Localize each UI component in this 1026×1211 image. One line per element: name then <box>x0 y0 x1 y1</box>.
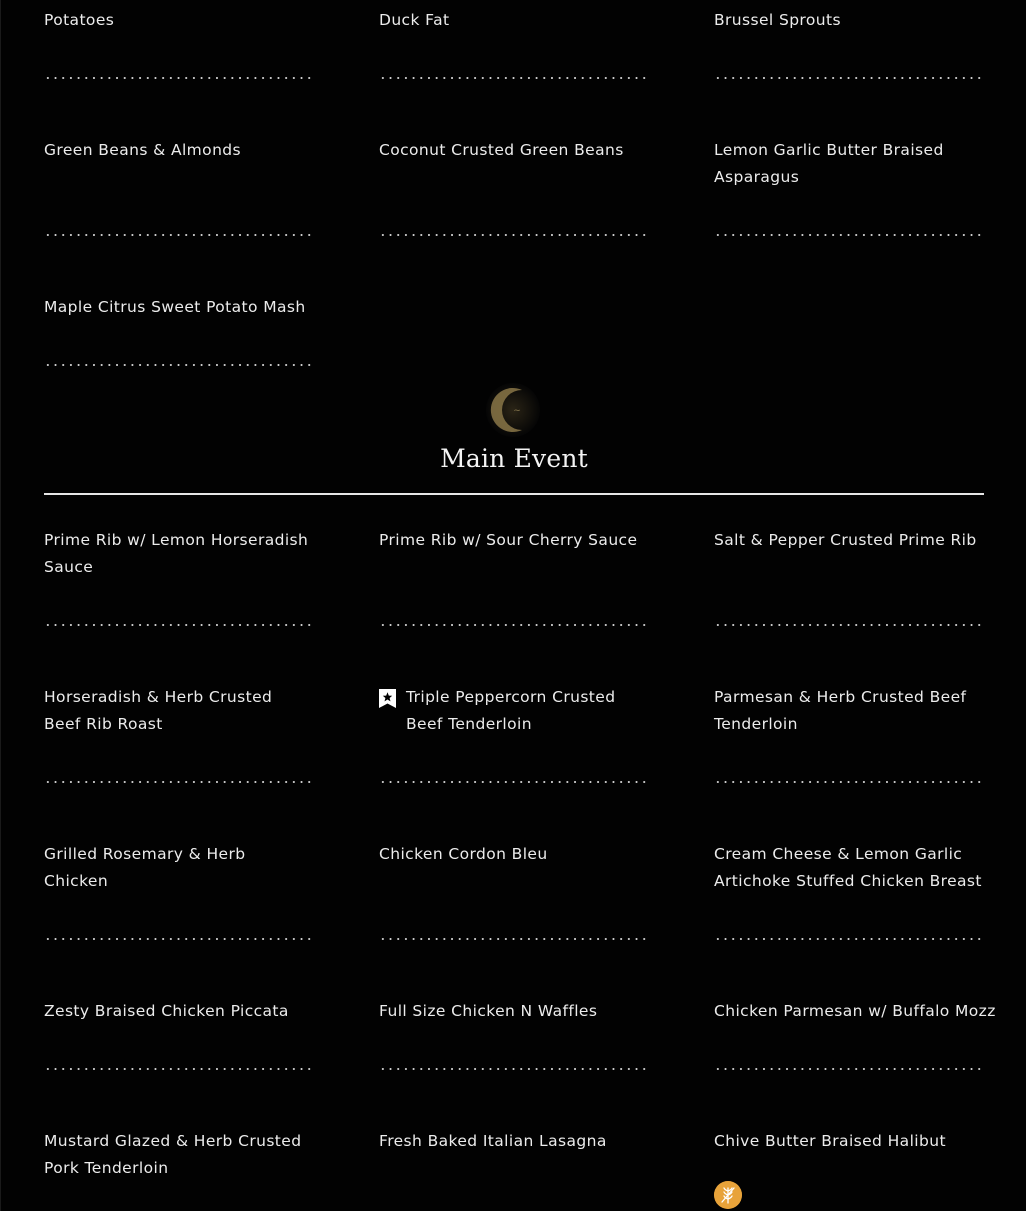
dotted-separator <box>714 938 984 940</box>
menu-item-name: Prime Rib w/ Sour Cherry Sauce <box>379 531 638 549</box>
dotted-separator <box>44 624 314 626</box>
menu-item-name: Parmesan & Herb Crusted Beef Tenderloin <box>714 688 967 733</box>
menu-item <box>379 841 649 868</box>
logo-icon <box>484 381 542 439</box>
menu-item <box>714 841 984 895</box>
menu-item-name: Maple Citrus Sweet Potato Mash <box>44 298 306 316</box>
dotted-separator <box>379 781 649 783</box>
menu-item <box>714 998 1004 1025</box>
menu-item-name: Salt & Pepper Crusted Prime Rib <box>714 531 977 549</box>
dotted-separator <box>44 364 314 366</box>
menu-item-name: Chive Butter Braised Halibut <box>714 1132 946 1150</box>
menu-item-name: Full Size Chicken N Waffles <box>379 1002 598 1020</box>
menu-item-name: Cream Cheese & Lemon Garlic Artichoke Stuffed Chicken Breast <box>714 845 982 890</box>
section-title: Main Event <box>440 444 588 473</box>
menu-item-name: Potatoes <box>44 11 115 29</box>
dotted-separator <box>714 781 984 783</box>
menu-item-name: Triple Peppercorn Crusted Beef Tenderloin <box>406 688 616 733</box>
dotted-separator <box>714 234 984 236</box>
menu-item-name: Fresh Baked Italian Lasagna <box>379 1132 607 1150</box>
dotted-separator <box>44 1068 314 1070</box>
menu-item-name: Horseradish & Herb Crusted Beef Rib Roast <box>44 688 273 733</box>
menu-item <box>379 527 649 554</box>
menu-item-name: Duck Fat <box>379 11 450 29</box>
menu-item-name: Chicken Parmesan w/ Buffalo Mozz <box>714 1002 996 1020</box>
wheat-free-icon <box>714 1181 742 1209</box>
menu-item <box>714 7 984 34</box>
dotted-separator <box>379 1068 649 1070</box>
dotted-separator <box>44 938 314 940</box>
menu-item <box>714 1128 984 1155</box>
dotted-separator <box>44 77 314 79</box>
menu-item <box>44 294 314 321</box>
menu-item <box>44 527 314 581</box>
dotted-separator <box>714 624 984 626</box>
star-badge-icon <box>379 689 396 708</box>
menu-item <box>379 1128 649 1155</box>
dotted-separator <box>379 624 649 626</box>
menu-item <box>44 684 314 738</box>
section-divider <box>44 493 984 495</box>
menu-item-name: Coconut Crusted Green Beans <box>379 141 624 159</box>
dotted-separator <box>714 1068 984 1070</box>
menu-item-name: Lemon Garlic Butter Braised Asparagus <box>714 141 944 186</box>
menu-item <box>379 998 649 1025</box>
menu-item <box>714 527 984 554</box>
menu-item <box>44 137 314 164</box>
menu-item-name: Mustard Glazed & Herb Crusted Pork Tenderloin <box>44 1132 302 1177</box>
menu-item-name: Brussel Sprouts <box>714 11 841 29</box>
menu-item <box>379 137 649 164</box>
menu-item-name: Chicken Cordon Bleu <box>379 845 548 863</box>
menu-item-name: Zesty Braised Chicken Piccata <box>44 1002 289 1020</box>
menu-item <box>44 7 314 34</box>
menu-item <box>44 1128 314 1182</box>
menu-item <box>714 137 984 191</box>
dotted-separator <box>714 77 984 79</box>
menu-item <box>44 841 314 895</box>
dotted-separator <box>44 781 314 783</box>
dotted-separator <box>379 77 649 79</box>
menu-item <box>379 7 649 34</box>
menu-item-name: Grilled Rosemary & Herb Chicken <box>44 845 246 890</box>
svg-text:~: ~ <box>513 406 521 416</box>
dotted-separator <box>379 234 649 236</box>
dotted-separator <box>44 234 314 236</box>
menu-item <box>714 684 984 738</box>
menu-item <box>44 998 314 1025</box>
menu-item-featured <box>379 684 649 738</box>
menu-item-name: Green Beans & Almonds <box>44 141 242 159</box>
menu-item-name: Prime Rib w/ Lemon Horseradish Sauce <box>44 531 309 576</box>
dotted-separator <box>379 938 649 940</box>
